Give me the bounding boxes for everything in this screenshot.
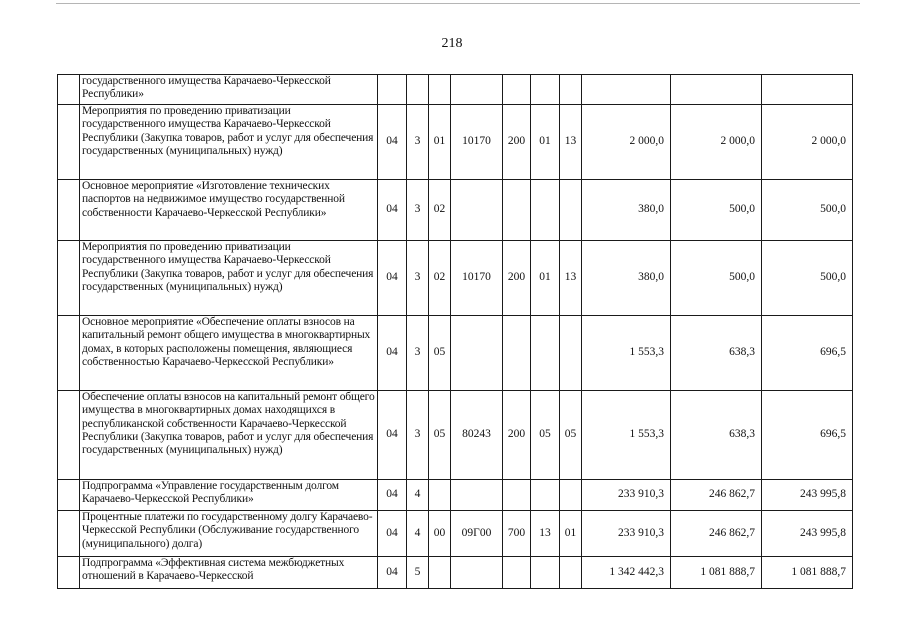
amount-year1-cell: 1 342 442,3 (582, 557, 671, 589)
name-cell: Процентные платежи по государственному долгу Карачаево-Черкесской Республики (Обслуживание государственного (муниципального) долга) (80, 511, 378, 557)
code-cell (560, 316, 582, 391)
amount-year1-cell: 1 553,3 (582, 391, 671, 480)
table-row (58, 180, 853, 241)
code-cell: 02 (429, 180, 451, 241)
code-cell: 80243 (451, 391, 503, 480)
code-cell: 3 (407, 180, 429, 241)
row-index-cell (58, 241, 80, 316)
amount-year2-cell: 638,3 (671, 391, 762, 480)
name-cell: Основное мероприятие «Изготовление технических паспортов на недвижимое имущество государственной собственности Карачаево-Черкесской Республики» (80, 180, 378, 241)
code-cell (560, 480, 582, 511)
amount-year2-cell: 638,3 (671, 316, 762, 391)
row-index-cell (58, 391, 80, 480)
code-cell (407, 75, 429, 105)
code-cell: 04 (378, 557, 407, 589)
code-cell (429, 75, 451, 105)
code-cell: 10170 (451, 105, 503, 180)
code-cell: 04 (378, 241, 407, 316)
code-cell (451, 75, 503, 105)
code-cell: 00 (429, 511, 451, 557)
code-cell: 04 (378, 105, 407, 180)
name-cell: Обеспечение оплаты взносов на капитальный ремонт общего имущества в многоквартирных домах находящихся в республиканской собственности Карачаево-Черкесской Республики (Закупка товаров, работ и услуг для обеспечения государственных (муниципальных) нужд) (80, 391, 378, 480)
code-cell: 10170 (451, 241, 503, 316)
code-cell (451, 316, 503, 391)
code-cell: 04 (378, 480, 407, 511)
code-cell (560, 180, 582, 241)
code-cell: 200 (503, 105, 531, 180)
code-cell (503, 316, 531, 391)
top-rule (56, 3, 860, 4)
table-row (58, 241, 853, 316)
amount-year3-cell: 2 000,0 (762, 105, 853, 180)
name-cell: Мероприятия по проведению приватизации государственного имущества Карачаево-Черкесской Республики (Закупка товаров, работ и услуг для обеспечения государственных (муниципальных) нужд) (80, 105, 378, 180)
code-cell (451, 480, 503, 511)
code-cell: 13 (560, 105, 582, 180)
amount-year1-cell: 233 910,3 (582, 511, 671, 557)
row-index-cell (58, 105, 80, 180)
amount-year2-cell: 246 862,7 (671, 511, 762, 557)
code-cell: 09Г00 (451, 511, 503, 557)
code-cell: 05 (429, 391, 451, 480)
amount-year2-cell (671, 75, 762, 105)
code-cell: 05 (531, 391, 560, 480)
code-cell (429, 557, 451, 589)
code-cell: 01 (531, 241, 560, 316)
amount-year3-cell: 1 081 888,7 (762, 557, 853, 589)
code-cell: 05 (560, 391, 582, 480)
table-row (58, 480, 853, 511)
code-cell (531, 180, 560, 241)
code-cell: 13 (531, 511, 560, 557)
code-cell (560, 75, 582, 105)
code-cell: 3 (407, 391, 429, 480)
amount-year2-cell: 500,0 (671, 180, 762, 241)
code-cell (531, 480, 560, 511)
row-index-cell (58, 557, 80, 589)
row-index-cell (58, 316, 80, 391)
code-cell (531, 316, 560, 391)
name-cell: государственного имущества Карачаево-Черкесской Республики» (80, 75, 378, 105)
amount-year2-cell: 500,0 (671, 241, 762, 316)
amount-year3-cell: 243 995,8 (762, 511, 853, 557)
amount-year2-cell: 1 081 888,7 (671, 557, 762, 589)
page-number: 218 (441, 36, 463, 51)
amount-year1-cell: 380,0 (582, 180, 671, 241)
amount-year1-cell: 233 910,3 (582, 480, 671, 511)
code-cell: 05 (429, 316, 451, 391)
row-index-cell (58, 180, 80, 241)
code-cell: 3 (407, 105, 429, 180)
table-row (58, 557, 853, 589)
table-row (58, 391, 853, 480)
code-cell: 13 (560, 241, 582, 316)
code-cell (503, 557, 531, 589)
table-row (58, 105, 853, 180)
table-row (58, 75, 853, 105)
code-cell: 200 (503, 391, 531, 480)
amount-year3-cell: 696,5 (762, 391, 853, 480)
table-row (58, 316, 853, 391)
code-cell: 200 (503, 241, 531, 316)
code-cell: 04 (378, 316, 407, 391)
code-cell (531, 557, 560, 589)
table-row (58, 511, 853, 557)
code-cell (429, 480, 451, 511)
row-index-cell (58, 480, 80, 511)
code-cell (451, 557, 503, 589)
amount-year1-cell (582, 75, 671, 105)
amount-year1-cell: 380,0 (582, 241, 671, 316)
code-cell: 01 (429, 105, 451, 180)
code-cell: 04 (378, 180, 407, 241)
code-cell: 04 (378, 511, 407, 557)
name-cell: Подпрограмма «Эффективная система межбюджетных отношений в Карачаево-Черкесской (80, 557, 378, 589)
row-index-cell (58, 75, 80, 105)
code-cell: 3 (407, 241, 429, 316)
amount-year2-cell: 2 000,0 (671, 105, 762, 180)
amount-year1-cell: 2 000,0 (582, 105, 671, 180)
budget-table (57, 74, 853, 589)
code-cell: 01 (531, 105, 560, 180)
amount-year3-cell: 696,5 (762, 316, 853, 391)
code-cell: 700 (503, 511, 531, 557)
code-cell (451, 180, 503, 241)
amount-year3-cell (762, 75, 853, 105)
code-cell (503, 180, 531, 241)
code-cell: 04 (378, 391, 407, 480)
name-cell: Мероприятия по проведению приватизации государственного имущества Карачаево-Черкесской Республики (Закупка товаров, работ и услуг для обеспечения государственных (муниципальных) нужд) (80, 241, 378, 316)
row-index-cell (58, 511, 80, 557)
code-cell (503, 75, 531, 105)
amount-year1-cell: 1 553,3 (582, 316, 671, 391)
code-cell: 5 (407, 557, 429, 589)
code-cell: 01 (560, 511, 582, 557)
amount-year3-cell: 243 995,8 (762, 480, 853, 511)
amount-year3-cell: 500,0 (762, 180, 853, 241)
amount-year3-cell: 500,0 (762, 241, 853, 316)
code-cell: 02 (429, 241, 451, 316)
code-cell (503, 480, 531, 511)
code-cell: 3 (407, 316, 429, 391)
code-cell: 4 (407, 511, 429, 557)
amount-year2-cell: 246 862,7 (671, 480, 762, 511)
name-cell: Основное мероприятие «Обеспечение оплаты взносов на капитальный ремонт общего имущества в многоквартирных домах, в которых расположены помещения, являющиеся собственностью Карачаево-Черкесской Республики» (80, 316, 378, 391)
code-cell (378, 75, 407, 105)
code-cell: 4 (407, 480, 429, 511)
code-cell (531, 75, 560, 105)
name-cell: Подпрограмма «Управление государственным долгом Карачаево-Черкесской Республики» (80, 480, 378, 511)
code-cell (560, 557, 582, 589)
